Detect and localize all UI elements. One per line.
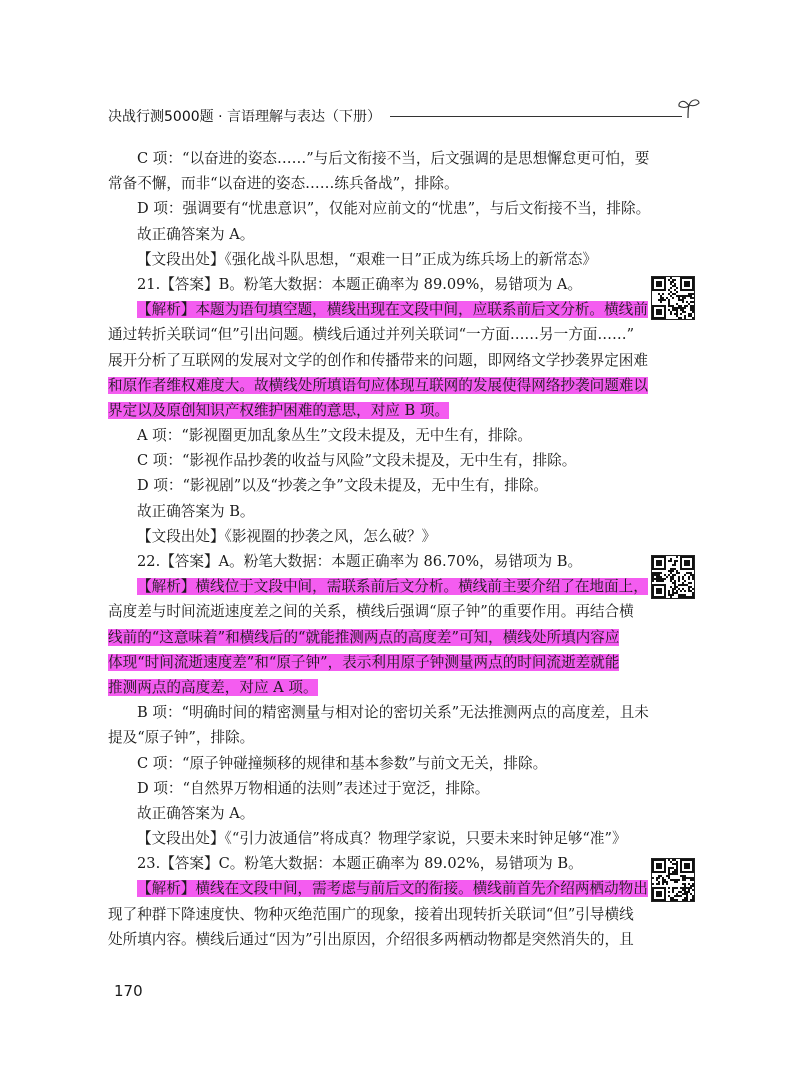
highlight: 线前的“这意味着”和横线后的“就能推测两点的高度差”可知，横线处所填内容应 xyxy=(108,628,620,646)
text-line: 故正确答案为 A。 xyxy=(137,225,255,243)
source-line: 【文段出处】《强化战斗队思想，“艰难一日”正成为练兵场上的新常态》 xyxy=(137,250,598,268)
text-line: D 项：强调要有“忧患意识”，仅能对应前文的“忧患”，与后文衔接不当，排除。 xyxy=(137,200,651,218)
page-number: 170 xyxy=(114,982,143,1000)
qr-pattern xyxy=(652,556,694,598)
text-line: D 项：“自然界万物相通的法则”表述过于宽泛，排除。 xyxy=(137,779,490,797)
analysis-line xyxy=(108,625,624,650)
text-line: 常备不懈，而非“以奋进的姿态……练兵备战”，排除。 xyxy=(108,175,459,193)
highlight: 【解析】横线位于文段中间，需联系前后文分析。横线前主要介绍了在地面上， xyxy=(137,578,648,596)
running-header xyxy=(108,100,696,124)
highlight: 【解析】横线在文段中间，需考虑与前后文的衔接。横线前首先介绍两栖动物出 xyxy=(137,880,648,898)
highlight: 推测两点的高度差，对应 A 项。 xyxy=(108,678,318,696)
analysis-line xyxy=(108,398,624,423)
highlight: 界定以及原创知识产权维护困难的意思，对应 B 项。 xyxy=(108,401,450,419)
qr-code-icon[interactable] xyxy=(651,276,695,320)
text-line: 提及“原子钟”，排除。 xyxy=(108,729,255,747)
text-line: 故正确答案为 A。 xyxy=(137,804,255,822)
header-rule xyxy=(390,116,682,117)
text-line: C 项：“以奋进的姿态……”与后文衔接不当，后文强调的是思想懈怠更可怕，要 xyxy=(137,150,650,167)
analysis-line xyxy=(108,675,624,700)
qr-pattern xyxy=(652,859,694,901)
text-line: D 项：“影视剧”以及“抄袭之争”文段未提及，无中生有，排除。 xyxy=(137,477,549,495)
text-line: 故正确答案为 B。 xyxy=(137,502,255,520)
highlight: 【解析】本题为语句填空题，横线出现在文段中间，应联系前后文分析。横线前 xyxy=(137,301,648,319)
sprout-icon xyxy=(676,96,702,120)
source-line: 【文段出处】《“引力波通信”将成真？物理学家说，只要未来时钟足够“准”》 xyxy=(137,830,627,848)
text-line: C 项：“影视作品抄袭的收益与风险”文段未提及，无中生有，排除。 xyxy=(137,452,577,470)
text-line: C 项：“原子钟碰撞频移的规律和基本参数”与前文无关，排除。 xyxy=(137,754,548,772)
text-line: A 项：“影视圈更加乱象丛生”文段未提及，无中生有，排除。 xyxy=(137,427,532,445)
highlight: 体现“时间流逝速度差”和“原子钟”，表示利用原子钟测量两点的时间流逝差就能 xyxy=(108,653,620,671)
page-body xyxy=(108,146,651,952)
book-title: 决战行测5000题 · 言语理解与表达（下册） xyxy=(108,109,381,125)
qr-pattern xyxy=(652,277,694,319)
text-line: B 项：“明确时间的精密测量与相对论的密切关系”无法推测两点的高度差，且未 xyxy=(137,704,649,722)
analysis-line: 现了种群下降速度快、物种灭绝范围广的现象，接着出现转折关联词“但”引导横线 xyxy=(108,905,634,923)
highlight: 和原作者维权难度大。故横线处所填语句应体现互联网的发展使得网络抄袭问题难以 xyxy=(108,376,648,394)
analysis-line: 处所填内容。横线后通过“因为”引出原因，介绍很多两栖动物都是突然消失的，且 xyxy=(108,930,634,948)
analysis-line xyxy=(108,876,648,901)
answer-line: 21.【答案】B。粉笔大数据：本题正确率为 89.09%，易错项为 A。 xyxy=(137,275,583,293)
analysis-line xyxy=(108,297,648,322)
answer-line: 23.【答案】C。粉笔大数据：本题正确率为 89.02%，易错项为 B。 xyxy=(137,855,583,873)
answer-line: 22.【答案】A。粉笔大数据：本题正确率为 86.70%，易错项为 B。 xyxy=(137,553,583,570)
qr-code-icon[interactable] xyxy=(651,858,695,902)
analysis-line: 展开分析了互联网的发展对文学的创作和传播带来的问题，即网络文学抄袭界定困难 xyxy=(108,351,648,369)
analysis-line xyxy=(108,650,624,675)
analysis-line xyxy=(108,373,648,398)
qr-code-icon[interactable] xyxy=(651,555,695,599)
analysis-line: 高度差与时间流逝速度差之间的关系，横线后强调“原子钟”的重要作用。再结合横 xyxy=(108,603,634,621)
analysis-line: 通过转折关联词“但”引出问题。横线后通过并列关联词“一方面……另一方面……” xyxy=(108,326,635,344)
analysis-line xyxy=(108,574,648,599)
source-line: 【文段出处】《影视圈的抄袭之风，怎么破？》 xyxy=(137,527,437,545)
